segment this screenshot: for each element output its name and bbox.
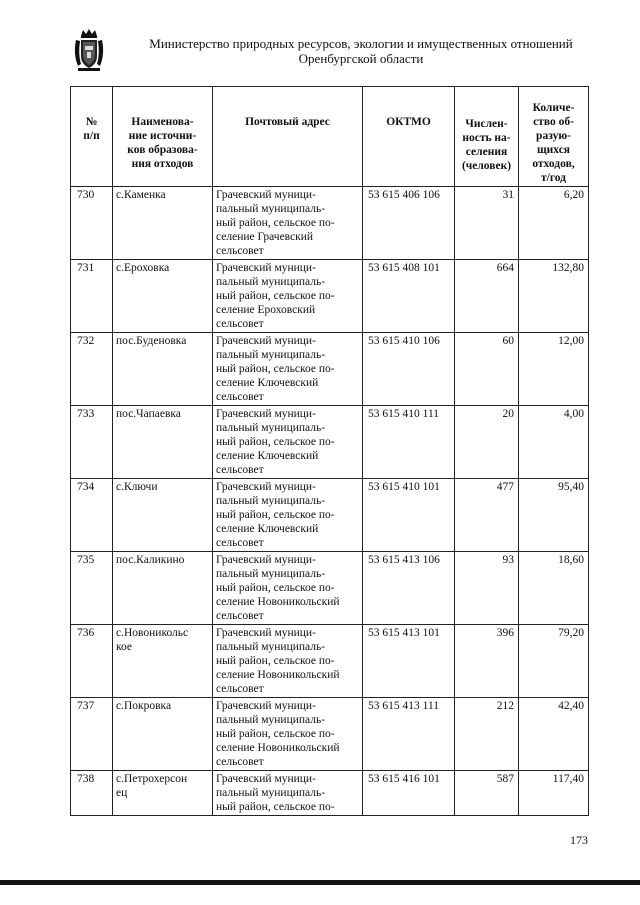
cell-address-line: ный район, сельское по- bbox=[216, 509, 335, 521]
cell-address-line: пальный муниципаль- bbox=[216, 641, 326, 653]
cell-address-line: ный район, сельское по- bbox=[216, 436, 335, 448]
cell-num: 730 bbox=[71, 187, 113, 260]
cell-waste: 42,40 bbox=[519, 698, 589, 771]
cell-address-line: пальный муниципаль- bbox=[216, 714, 326, 726]
cell-address-line: ный район, сельское по- bbox=[216, 582, 335, 594]
cell-num: 734 bbox=[71, 479, 113, 552]
cell-name bbox=[113, 406, 213, 479]
header-oktmo-line: ОКТМО bbox=[386, 116, 431, 128]
header-num-line: № bbox=[85, 116, 98, 128]
header-name-line: Наименова- bbox=[131, 116, 194, 128]
cell-population: 60 bbox=[455, 333, 519, 406]
cell-address-line: ный район, сельское по- bbox=[216, 655, 335, 667]
cell-population: 20 bbox=[455, 406, 519, 479]
header-oktmo bbox=[363, 87, 455, 187]
cell-address-line: сельсовет bbox=[216, 683, 264, 695]
cell-address-line: пальный муниципаль- bbox=[216, 203, 326, 215]
bottom-divider bbox=[0, 880, 640, 885]
header-name bbox=[113, 87, 213, 187]
cell-num: 732 bbox=[71, 333, 113, 406]
cell-name bbox=[113, 479, 213, 552]
cell-name bbox=[113, 552, 213, 625]
cell-name-line: пос.Каликино bbox=[116, 554, 185, 566]
cell-name bbox=[113, 333, 213, 406]
cell-name-line: кое bbox=[116, 641, 132, 653]
ministry-title-line-1: Министерство природных ресурсов, экологии и имущественных отношений bbox=[149, 36, 573, 51]
cell-address-line: селение Грачевский bbox=[216, 231, 314, 243]
cell-address-line: ный район, сельское по- bbox=[216, 801, 335, 813]
header-num-line: п/п bbox=[83, 130, 100, 142]
cell-name-line: с.Каменка bbox=[116, 189, 166, 201]
cell-population: 587 bbox=[455, 771, 519, 816]
cell-num: 735 bbox=[71, 552, 113, 625]
table-row bbox=[71, 479, 589, 552]
cell-name-line: пос.Буденовка bbox=[116, 335, 187, 347]
cell-address-line: сельсовет bbox=[216, 391, 264, 403]
header-waste-line: ство об- bbox=[533, 116, 574, 128]
cell-waste: 95,40 bbox=[519, 479, 589, 552]
cell-population: 31 bbox=[455, 187, 519, 260]
cell-num: 733 bbox=[71, 406, 113, 479]
cell-address-line: пальный муниципаль- bbox=[216, 276, 326, 288]
header-name-line: ние источни- bbox=[128, 130, 197, 142]
cell-oktmo: 53 615 413 101 bbox=[363, 625, 455, 698]
cell-name-line: ец bbox=[116, 787, 128, 799]
cell-address-line: пальный муниципаль- bbox=[216, 495, 326, 507]
cell-name-line: с.Покровка bbox=[116, 700, 172, 712]
table-header-row bbox=[71, 87, 589, 187]
cell-address-line: Грачевский муници- bbox=[216, 554, 316, 566]
cell-address bbox=[213, 406, 363, 479]
cell-num: 731 bbox=[71, 260, 113, 333]
cell-address bbox=[213, 698, 363, 771]
document-header bbox=[72, 28, 612, 74]
header-population-line: (человек) bbox=[461, 160, 512, 172]
cell-address-line: пальный муниципаль- bbox=[216, 568, 326, 580]
cell-address-line: ный район, сельское по- bbox=[216, 290, 335, 302]
cell-address-line: сельсовет bbox=[216, 537, 264, 549]
cell-population: 93 bbox=[455, 552, 519, 625]
cell-address-line: ный район, сельское по- bbox=[216, 363, 335, 375]
cell-num: 736 bbox=[71, 625, 113, 698]
cell-address-line: сельсовет bbox=[216, 245, 264, 257]
cell-address bbox=[213, 771, 363, 816]
header-waste-line: Количе- bbox=[532, 102, 575, 114]
table-row bbox=[71, 333, 589, 406]
cell-address-line: пальный муниципаль- bbox=[216, 422, 326, 434]
cell-oktmo: 53 615 410 111 bbox=[363, 406, 455, 479]
cell-name-line: с.Петрохерсон bbox=[116, 773, 188, 785]
header-name-line: ков образова- bbox=[127, 144, 198, 156]
table-row bbox=[71, 552, 589, 625]
cell-address bbox=[213, 187, 363, 260]
cell-address-line: селение Ключевский bbox=[216, 523, 319, 535]
cell-population: 212 bbox=[455, 698, 519, 771]
header-name-line: ния отходов bbox=[131, 158, 194, 170]
cell-address-line: ный район, сельское по- bbox=[216, 728, 335, 740]
cell-name-line: с.Новоникольс bbox=[116, 627, 189, 639]
table-row bbox=[71, 260, 589, 333]
header-waste bbox=[519, 87, 589, 187]
cell-oktmo: 53 615 406 106 bbox=[363, 187, 455, 260]
ministry-title-line-2: Оренбургской области bbox=[298, 51, 424, 66]
cell-address-line: пальный муниципаль- bbox=[216, 787, 326, 799]
cell-name bbox=[113, 260, 213, 333]
orenburg-coat-of-arms-icon bbox=[72, 28, 106, 72]
cell-address-line: селение Ероховский bbox=[216, 304, 316, 316]
header-num bbox=[71, 87, 113, 187]
header-waste-line: отходов, bbox=[532, 158, 575, 170]
cell-name bbox=[113, 698, 213, 771]
header-population-line: селения bbox=[465, 146, 508, 158]
cell-address-line: селение Новоникольский bbox=[216, 596, 340, 608]
cell-waste: 4,00 bbox=[519, 406, 589, 479]
header-population-line: Числен- bbox=[465, 118, 508, 130]
cell-waste: 117,40 bbox=[519, 771, 589, 816]
cell-waste: 12,00 bbox=[519, 333, 589, 406]
cell-address-line: пальный муниципаль- bbox=[216, 349, 326, 361]
waste-sources-table-container bbox=[70, 86, 588, 816]
cell-oktmo: 53 615 410 101 bbox=[363, 479, 455, 552]
cell-address-line: селение Ключевский bbox=[216, 450, 319, 462]
cell-population: 664 bbox=[455, 260, 519, 333]
cell-address-line: Грачевский муници- bbox=[216, 189, 316, 201]
cell-waste: 18,60 bbox=[519, 552, 589, 625]
cell-address-line: селение Ключевский bbox=[216, 377, 319, 389]
cell-address-line: Грачевский муници- bbox=[216, 481, 316, 493]
cell-address-line: сельсовет bbox=[216, 756, 264, 768]
cell-oktmo: 53 615 410 106 bbox=[363, 333, 455, 406]
page-number: 173 bbox=[570, 833, 588, 847]
cell-address bbox=[213, 260, 363, 333]
cell-oktmo: 53 615 413 106 bbox=[363, 552, 455, 625]
ministry-title bbox=[116, 36, 606, 66]
table-row bbox=[71, 406, 589, 479]
table-row bbox=[71, 625, 589, 698]
table-row bbox=[71, 771, 589, 816]
cell-address-line: селение Новоникольский bbox=[216, 742, 340, 754]
cell-address bbox=[213, 552, 363, 625]
cell-name bbox=[113, 771, 213, 816]
cell-num: 737 bbox=[71, 698, 113, 771]
cell-address-line: Грачевский муници- bbox=[216, 262, 316, 274]
cell-address-line: ный район, сельское по- bbox=[216, 217, 335, 229]
cell-population: 477 bbox=[455, 479, 519, 552]
cell-address-line: сельсовет bbox=[216, 610, 264, 622]
cell-waste: 6,20 bbox=[519, 187, 589, 260]
header-address bbox=[213, 87, 363, 187]
cell-waste: 132,80 bbox=[519, 260, 589, 333]
cell-name bbox=[113, 187, 213, 260]
header-population-line: ность на- bbox=[462, 132, 511, 144]
cell-population: 396 bbox=[455, 625, 519, 698]
table-row bbox=[71, 187, 589, 260]
cell-address bbox=[213, 625, 363, 698]
cell-oktmo: 53 615 416 101 bbox=[363, 771, 455, 816]
header-waste-line: разую- bbox=[536, 130, 571, 142]
header-address-line: Почтовый адрес bbox=[245, 116, 330, 128]
cell-address-line: Грачевский муници- bbox=[216, 335, 316, 347]
cell-waste: 79,20 bbox=[519, 625, 589, 698]
table-row bbox=[71, 698, 589, 771]
cell-oktmo: 53 615 408 101 bbox=[363, 260, 455, 333]
cell-oktmo: 53 615 413 111 bbox=[363, 698, 455, 771]
header-waste-line: щихся bbox=[536, 144, 571, 156]
cell-address bbox=[213, 333, 363, 406]
cell-num: 738 bbox=[71, 771, 113, 816]
cell-address-line: Грачевский муници- bbox=[216, 408, 316, 420]
cell-name-line: пос.Чапаевка bbox=[116, 408, 181, 420]
header-population bbox=[455, 87, 519, 187]
cell-address-line: селение Новоникольский bbox=[216, 669, 340, 681]
waste-sources-table bbox=[70, 86, 589, 816]
cell-address-line: сельсовет bbox=[216, 464, 264, 476]
cell-name-line: с.Ероховка bbox=[116, 262, 170, 274]
cell-address-line: Грачевский муници- bbox=[216, 773, 316, 785]
cell-name-line: с.Ключи bbox=[116, 481, 158, 493]
cell-name bbox=[113, 625, 213, 698]
header-waste-line: т/год bbox=[540, 172, 567, 184]
cell-address bbox=[213, 479, 363, 552]
table-body bbox=[71, 187, 589, 816]
cell-address-line: Грачевский муници- bbox=[216, 627, 316, 639]
cell-address-line: Грачевский муници- bbox=[216, 700, 316, 712]
cell-address-line: сельсовет bbox=[216, 318, 264, 330]
